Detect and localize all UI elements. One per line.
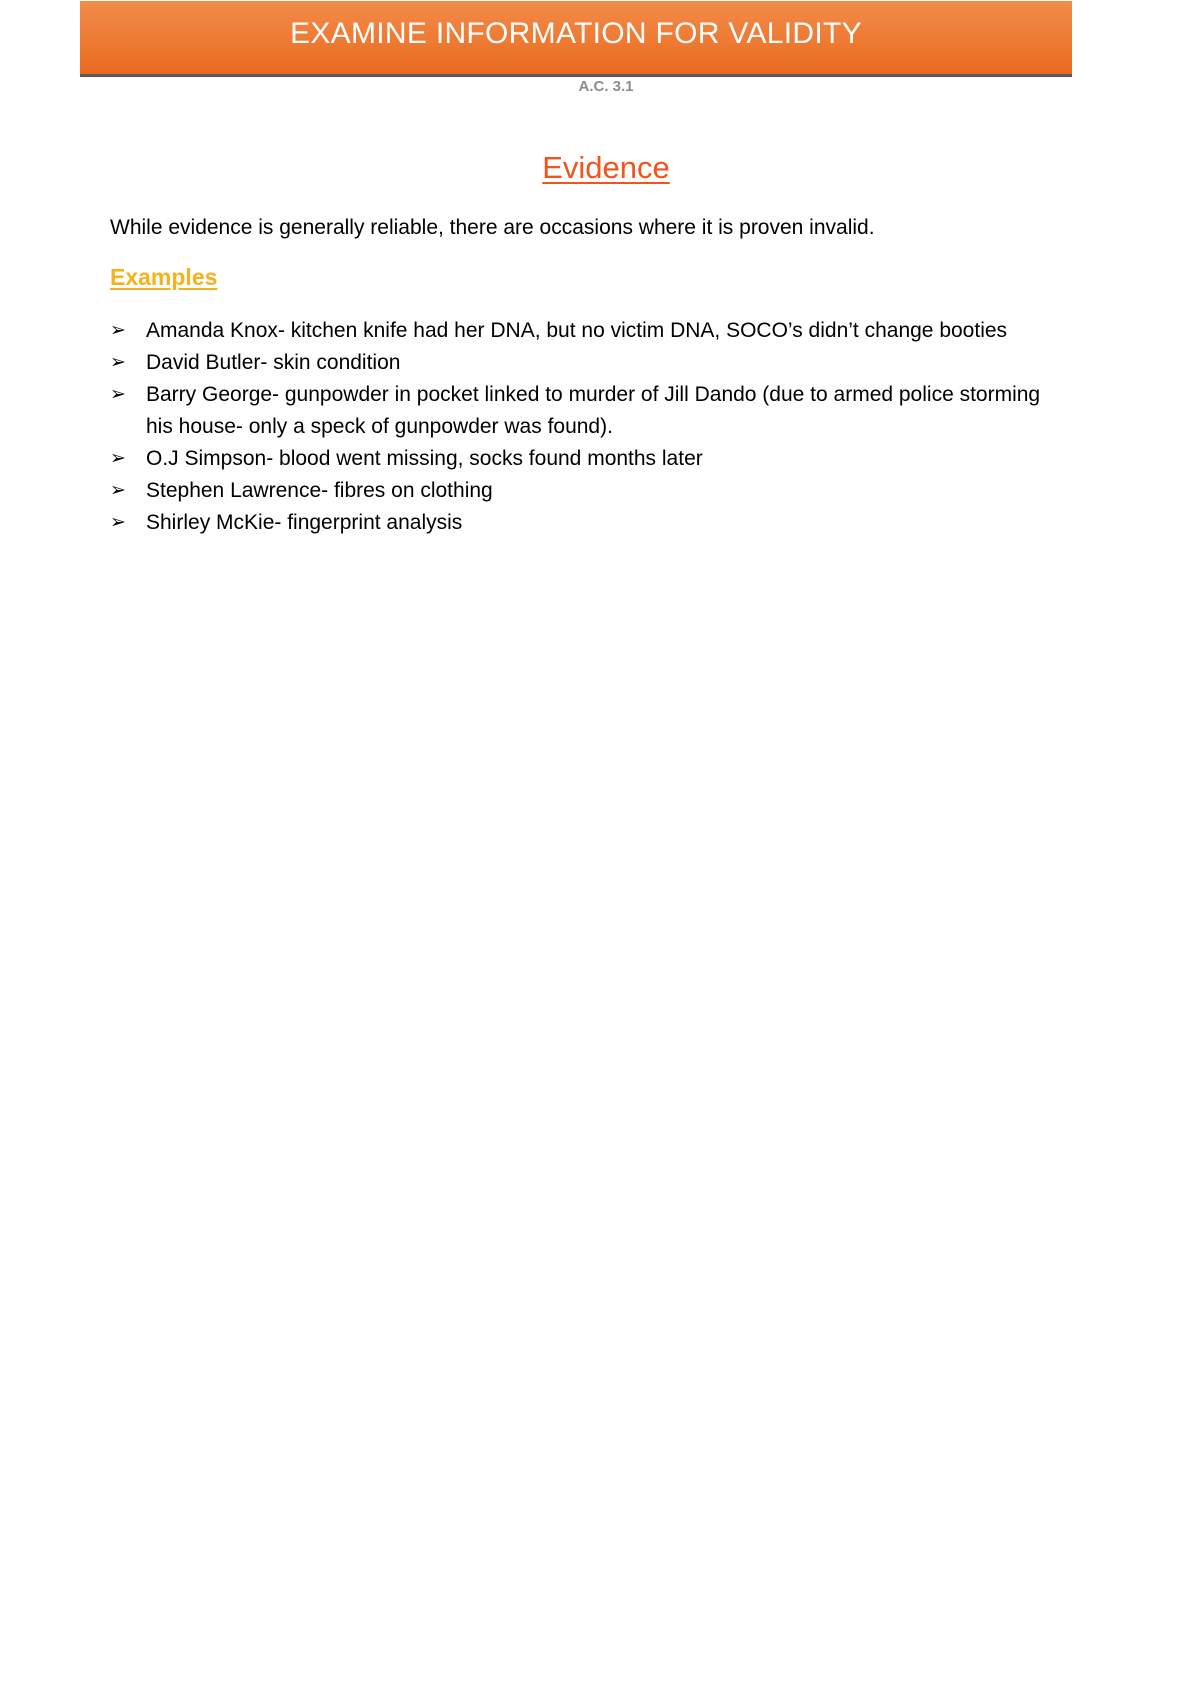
examples-list	[110, 315, 1070, 539]
title-banner	[80, 1, 1072, 77]
arrowhead-bullet-icon: ➢	[110, 352, 126, 373]
list-item-text: O.J Simpson- blood went missing, socks found months later	[146, 447, 703, 470]
arrowhead-bullet-icon: ➢	[110, 480, 126, 501]
list-item-text: Stephen Lawrence- fibres on clothing	[146, 479, 493, 502]
list-item-text: David Butler- skin condition	[146, 351, 401, 374]
list-item	[110, 443, 1070, 475]
section-heading: Evidence	[542, 150, 670, 185]
intro-paragraph: While evidence is generally reliable, there are occasions where it is proven invalid.	[110, 216, 875, 239]
list-item	[110, 379, 1070, 443]
list-item-text: Barry George- gunpowder in pocket linked to murder of Jill Dando (due to armed police storming his house- only a speck of gunpowder was found).	[146, 383, 1041, 438]
list-item	[110, 507, 1070, 539]
arrowhead-bullet-icon: ➢	[110, 384, 126, 405]
list-item-text: Shirley McKie- fingerprint analysis	[146, 511, 463, 534]
list-item	[110, 475, 1070, 507]
arrowhead-bullet-icon: ➢	[110, 512, 126, 533]
page-title: EXAMINE INFORMATION FOR VALIDITY	[290, 16, 862, 50]
examples-heading: Examples	[110, 264, 218, 290]
list-item-text: Amanda Knox- kitchen knife had her DNA, but no victim DNA, SOCO’s didn’t change booties	[146, 319, 1008, 342]
arrowhead-bullet-icon: ➢	[110, 320, 126, 341]
list-item	[110, 347, 1070, 379]
arrowhead-bullet-icon: ➢	[110, 448, 126, 469]
list-item	[110, 315, 1070, 347]
assessment-criteria-label: A.C. 3.1	[578, 78, 634, 95]
